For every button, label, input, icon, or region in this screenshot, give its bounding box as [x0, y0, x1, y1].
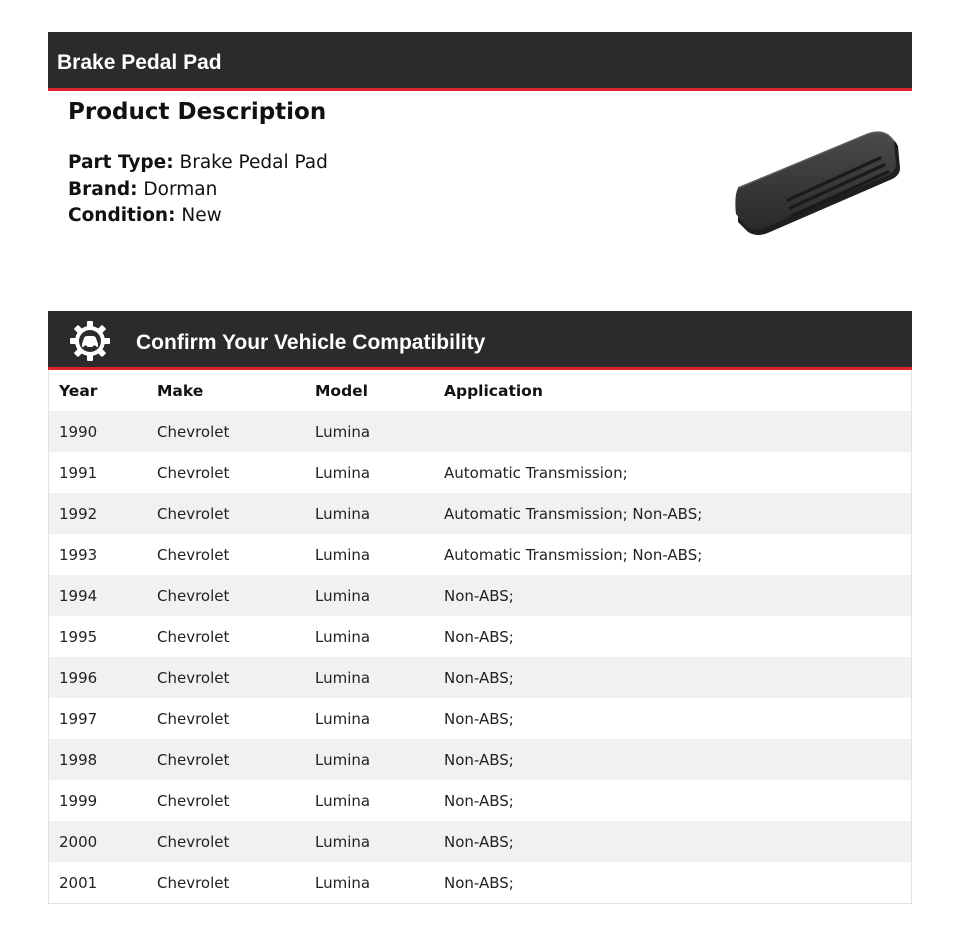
table-row	[49, 821, 911, 862]
spec-value: New	[181, 205, 222, 226]
table-row	[49, 575, 911, 616]
cell-model: Lumina	[315, 627, 371, 646]
cell-application: Non-ABS;	[444, 709, 514, 728]
table-row	[49, 616, 911, 657]
cell-make: Chevrolet	[157, 545, 230, 564]
cell-year: 1994	[59, 586, 98, 605]
cell-application: Automatic Transmission; Non-ABS;	[444, 545, 703, 564]
spec-condition	[68, 203, 668, 230]
compatibility-title: Confirm Your Vehicle Compatibility	[136, 331, 486, 354]
cell-application: Non-ABS;	[444, 873, 514, 892]
spec-value: Dorman	[143, 178, 218, 200]
cell-year: 1990	[59, 422, 98, 441]
cell-application: Non-ABS;	[444, 832, 514, 851]
table-row	[49, 657, 911, 698]
cell-make: Chevrolet	[157, 791, 230, 810]
cell-year: 1996	[59, 668, 98, 687]
spec-value: Brake Pedal Pad	[179, 152, 328, 173]
cell-model: Lumina	[315, 668, 371, 687]
column-header-model: Model	[315, 381, 368, 400]
table-row	[49, 493, 911, 534]
cell-model: Lumina	[315, 709, 371, 728]
cell-application	[444, 411, 911, 452]
cell-make: Chevrolet	[157, 463, 230, 482]
cell-year: 2001	[59, 873, 98, 892]
product-title: Brake Pedal Pad	[57, 51, 222, 74]
cell-year: 2000	[59, 832, 98, 851]
cell-make: Chevrolet	[157, 709, 230, 728]
spec-brand	[68, 177, 668, 204]
table-header-row	[49, 370, 911, 411]
table-row	[49, 534, 911, 575]
cell-make: Chevrolet	[157, 504, 230, 523]
cell-application: Non-ABS;	[444, 791, 514, 810]
cell-make: Chevrolet	[157, 832, 230, 851]
cell-model: Lumina	[315, 545, 371, 564]
cell-make: Chevrolet	[157, 873, 230, 892]
description-heading: Product Description	[68, 99, 327, 125]
cell-model: Lumina	[315, 463, 371, 482]
cell-model: Lumina	[315, 791, 371, 810]
cell-make: Chevrolet	[157, 627, 230, 646]
column-header-application: Application	[444, 381, 543, 400]
cell-application: Non-ABS;	[444, 627, 514, 646]
product-image	[730, 124, 906, 244]
table-row	[49, 739, 911, 780]
cell-make: Chevrolet	[157, 668, 230, 687]
cell-year: 1993	[59, 545, 98, 564]
compatibility-table	[49, 370, 911, 903]
product-title-bar	[48, 32, 912, 91]
table-row	[49, 698, 911, 739]
compatibility-bar	[48, 311, 912, 370]
cell-year: 1992	[59, 504, 98, 523]
cell-model: Lumina	[315, 504, 371, 523]
compatibility-table-container	[48, 370, 912, 904]
cell-application: Non-ABS;	[444, 586, 514, 605]
spec-part-type	[68, 150, 668, 177]
table-row	[49, 452, 911, 493]
table-row	[49, 411, 911, 452]
spec-list	[68, 150, 668, 230]
cell-application: Non-ABS;	[444, 668, 514, 687]
cell-year: 1999	[59, 791, 98, 810]
cell-application: Non-ABS;	[444, 750, 514, 769]
cell-year: 1998	[59, 750, 98, 769]
spec-label: Condition:	[68, 205, 176, 226]
cell-make: Chevrolet	[157, 586, 230, 605]
cell-model: Lumina	[315, 750, 371, 769]
cell-make: Chevrolet	[157, 750, 230, 769]
cell-application: Automatic Transmission; Non-ABS;	[444, 504, 703, 523]
cell-year: 1995	[59, 627, 98, 646]
table-row	[49, 780, 911, 821]
gear-car-icon	[68, 319, 112, 363]
cell-model: Lumina	[315, 586, 371, 605]
product-description	[68, 96, 668, 230]
cell-year: 1991	[59, 463, 98, 482]
column-header-year: Year	[59, 381, 98, 400]
cell-year: 1997	[59, 709, 98, 728]
cell-model: Lumina	[315, 873, 371, 892]
spec-label: Brand:	[68, 178, 138, 200]
cell-model: Lumina	[315, 422, 371, 441]
cell-make: Chevrolet	[157, 422, 230, 441]
cell-model: Lumina	[315, 832, 371, 851]
cell-application: Automatic Transmission;	[444, 463, 628, 482]
table-row	[49, 862, 911, 903]
column-header-make: Make	[157, 381, 204, 400]
spec-label: Part Type:	[68, 152, 174, 173]
